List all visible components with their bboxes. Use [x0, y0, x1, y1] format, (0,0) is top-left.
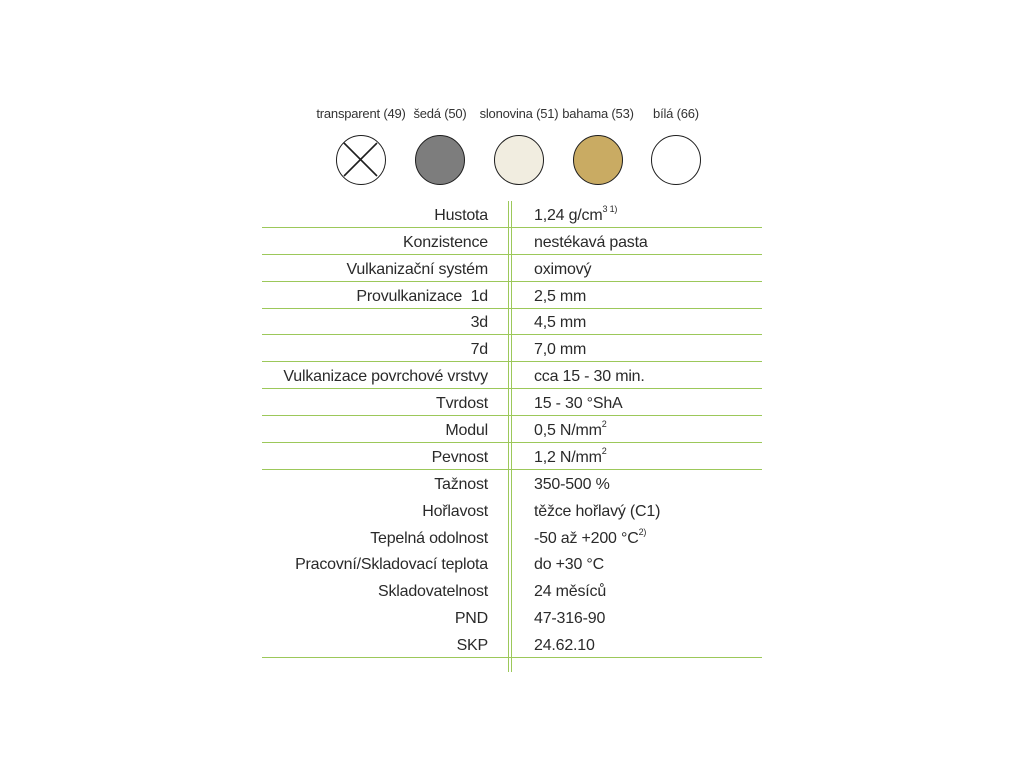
property-value: 2,5 mm — [534, 287, 587, 305]
table-row — [262, 577, 762, 604]
property-name: Vulkanizační systém — [346, 260, 488, 278]
color-swatches — [306, 104, 716, 194]
property-name: PND — [454, 610, 488, 628]
table-row — [262, 335, 762, 362]
property-name: Provulkanizace 1d — [356, 287, 488, 305]
superscript: 3 1) — [602, 203, 618, 214]
property-value: nestékavá pasta — [534, 233, 648, 251]
cross-icon — [337, 136, 384, 183]
swatch-circle-bila — [651, 135, 701, 185]
swatch-label: bílá (66) — [653, 106, 699, 121]
property-name: SKP — [456, 637, 488, 655]
table-row — [262, 470, 762, 497]
swatch-circle-transparent — [336, 135, 386, 185]
table-row — [262, 604, 762, 631]
table-row — [262, 497, 762, 524]
swatch-label: šedá (50) — [413, 106, 467, 121]
property-name: Skladovatelnost — [378, 583, 488, 601]
property-value: těžce hořlavý (C1) — [534, 502, 661, 520]
property-name: Tažnost — [434, 475, 488, 493]
superscript: 2) — [638, 526, 647, 537]
property-name: 3d — [470, 314, 488, 332]
property-value: 4,5 mm — [534, 314, 587, 332]
property-value: 1,24 $g/cm^{3 1)}$ — [534, 203, 618, 224]
table-row — [262, 389, 762, 416]
swatch-circle-slonovina — [494, 135, 544, 185]
superscript: 2 — [601, 445, 607, 456]
table-row — [262, 524, 762, 551]
property-value: 24.62.10 — [534, 637, 595, 655]
property-name: 7d — [470, 341, 488, 359]
property-name: Vulkanizace povrchové vrstvy — [283, 368, 488, 386]
table-row — [262, 362, 762, 389]
property-value: oximový — [534, 260, 592, 278]
property-value: -50 až +200 $^\circ C^{2)}$ — [534, 526, 647, 547]
property-value: 7,0 mm — [534, 341, 587, 359]
superscript: 2 — [601, 419, 607, 430]
swatch-circle-seda — [415, 135, 465, 185]
property-value: 47-316-90 — [534, 610, 606, 628]
property-value: do +30 °C — [534, 556, 604, 574]
table-row — [262, 443, 762, 470]
property-value: 350-500 % — [534, 475, 610, 493]
property-value: 24 měsíců — [534, 583, 607, 601]
properties-table — [262, 201, 762, 658]
property-value: cca 15 - 30 min. — [534, 368, 645, 386]
table-row — [262, 201, 762, 228]
swatch-label: transparent (49) — [316, 106, 406, 121]
table-row — [262, 631, 762, 658]
property-name: Tvrdost — [436, 395, 488, 413]
table-row — [262, 255, 762, 282]
property-name: Hustota — [434, 206, 488, 224]
swatch-label: slonovina (51) — [479, 106, 559, 121]
property-name: Pracovní/Skladovací teplota — [295, 556, 488, 574]
property-value: 1,2 $N/mm^2$ — [534, 445, 607, 466]
table-row — [262, 228, 762, 255]
swatch-label: bahama (53) — [562, 106, 634, 121]
table-row — [262, 282, 762, 309]
property-name: Pevnost — [431, 448, 488, 466]
property-value: 0,5 $N/mm^2$ — [534, 419, 607, 440]
property-value: 15 - 30 °ShA — [534, 395, 623, 413]
table-row — [262, 309, 762, 336]
table-row — [262, 551, 762, 578]
property-name: Konzistence — [403, 233, 488, 251]
property-name: Hořlavost — [422, 502, 488, 520]
swatch-bila — [626, 104, 726, 185]
property-name: Tepelná odolnost — [370, 529, 488, 547]
table-row — [262, 416, 762, 443]
swatch-circle-bahama — [573, 135, 623, 185]
property-name: Modul — [445, 422, 488, 440]
